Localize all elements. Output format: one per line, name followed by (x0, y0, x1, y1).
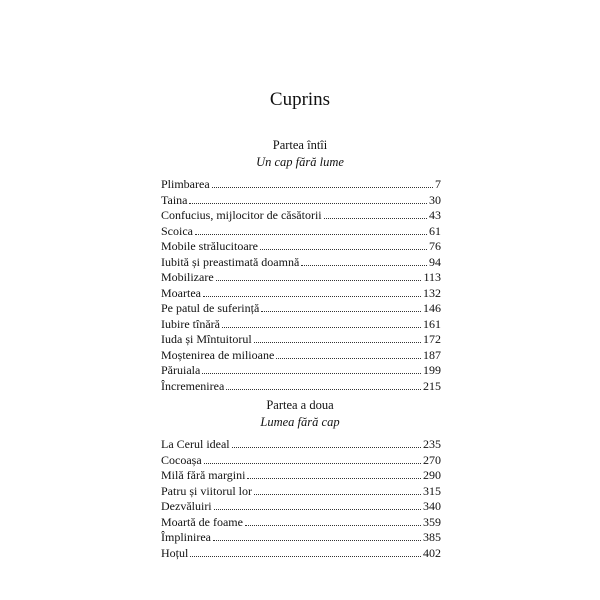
part-one-label: Partea întîi (272, 138, 328, 152)
toc-entry (161, 468, 441, 484)
toc-entry-title: Moștenirea de milioane (161, 347, 275, 362)
toc-entry-title: Mobile strălucitoare (161, 239, 258, 253)
dot-leader (245, 525, 421, 526)
dot-leader (260, 249, 427, 250)
toc-entry-page-number: 7 (435, 177, 441, 191)
toc-entry (161, 453, 441, 469)
toc-entry-title: Dezvăluiri (161, 499, 212, 513)
toc-entry-title: Plimbarea (161, 177, 210, 191)
toc-entry-title: Milă fără margini (161, 468, 246, 482)
toc-entry (161, 332, 441, 348)
dot-leader (254, 342, 421, 343)
dot-leader (261, 311, 421, 312)
dot-leader (212, 187, 433, 188)
dot-leader (203, 296, 421, 297)
toc-entry-title: Iuda și Mîntuitorul (161, 332, 252, 346)
toc-entry-title: Cocoașa (161, 452, 202, 467)
part-two-heading (0, 397, 600, 431)
dot-leader (276, 358, 421, 359)
dot-leader (202, 373, 421, 374)
part-two-label: Partea a doua (266, 398, 334, 412)
toc-entry-title: Confucius, mijlocitor de căsătorii (161, 208, 322, 222)
part-two-contents (161, 437, 441, 561)
dot-leader (254, 494, 421, 495)
toc-entry-page-number: 76 (429, 239, 441, 253)
toc-entry (161, 317, 441, 333)
toc-entry-page-number: 199 (423, 363, 441, 377)
toc-entry (161, 286, 441, 302)
toc-entry-title: Taina (161, 192, 188, 207)
toc-entry (161, 224, 441, 240)
page-title: Cuprins (269, 89, 331, 110)
toc-entry-page-number: 235 (423, 437, 441, 451)
toc-entry-title: Moartea (161, 285, 201, 300)
dot-leader (190, 556, 421, 557)
part-one-contents (161, 177, 441, 394)
dot-leader (232, 447, 421, 448)
dot-leader (222, 327, 421, 328)
toc-entry-page-number: 113 (423, 270, 441, 284)
toc-entry-title: Moartă de foame (161, 514, 243, 529)
toc-entry (161, 363, 441, 379)
toc-entry-page-number: 30 (429, 192, 441, 207)
toc-entry (161, 499, 441, 515)
dot-leader (301, 265, 427, 266)
toc-entry-page-number: 146 (423, 301, 441, 315)
toc-entry-page-number: 132 (423, 285, 441, 300)
dot-leader (247, 478, 421, 479)
toc-entry-title: Iubire tînără (161, 316, 220, 331)
dot-leader (189, 203, 427, 204)
toc-entry (161, 301, 441, 317)
toc-entry-page-number: 161 (423, 316, 441, 331)
dot-leader (226, 389, 421, 390)
toc-entry (161, 239, 441, 255)
toc-entry-page-number: 359 (423, 514, 441, 529)
toc-entry-title: Încremenirea (161, 378, 225, 393)
toc-entry-page-number: 270 (423, 452, 441, 467)
dot-leader (214, 509, 421, 510)
toc-entry (161, 193, 441, 209)
toc-entry-title: Iubită și preastimată doamnă (161, 254, 300, 269)
dot-leader (204, 463, 421, 464)
toc-entry-page-number: 94 (429, 254, 441, 269)
toc-entry-title: Mobilizare (161, 270, 214, 284)
toc-entry-title: Împlinirea (161, 530, 211, 544)
toc-entry-page-number: 187 (423, 347, 441, 362)
toc-entry-title: Hoțul (161, 545, 189, 560)
toc-entry (161, 208, 441, 224)
part-two-subtitle: Lumea fără cap (260, 415, 340, 429)
dot-leader (213, 540, 421, 541)
toc-entry-page-number: 43 (429, 208, 441, 222)
toc-entry-page-number: 215 (423, 378, 441, 393)
dot-leader (195, 234, 427, 235)
toc-entry (161, 437, 441, 453)
toc-entry-title: Scoica (161, 223, 193, 238)
toc-entry-page-number: 172 (423, 332, 441, 346)
toc-entry-title: La Cerul ideal (161, 437, 230, 451)
toc-entry-title: Pe patul de suferință (161, 301, 260, 315)
toc-entry-page-number: 402 (423, 545, 441, 560)
toc-entry (161, 255, 441, 271)
toc-entry (161, 484, 441, 500)
toc-entry-title: Păruiala (161, 363, 201, 377)
toc-entry (161, 530, 441, 546)
toc-entry-page-number: 340 (423, 499, 441, 513)
dot-leader (216, 280, 422, 281)
toc-entry-title: Patru și viitorul lor (161, 483, 252, 498)
toc-entry (161, 379, 441, 395)
toc-entry-page-number: 315 (423, 483, 441, 498)
toc-entry-page-number: 290 (423, 468, 441, 482)
toc-entry (161, 348, 441, 364)
toc-entry (161, 546, 441, 562)
toc-entry (161, 177, 441, 193)
toc-entry-page-number: 61 (429, 223, 441, 238)
dot-leader (324, 218, 427, 219)
toc-entry-page-number: 385 (423, 530, 441, 544)
part-one-heading (0, 137, 600, 171)
part-one-subtitle: Un cap fără lume (256, 155, 344, 169)
toc-entry (161, 515, 441, 531)
toc-entry (161, 270, 441, 286)
